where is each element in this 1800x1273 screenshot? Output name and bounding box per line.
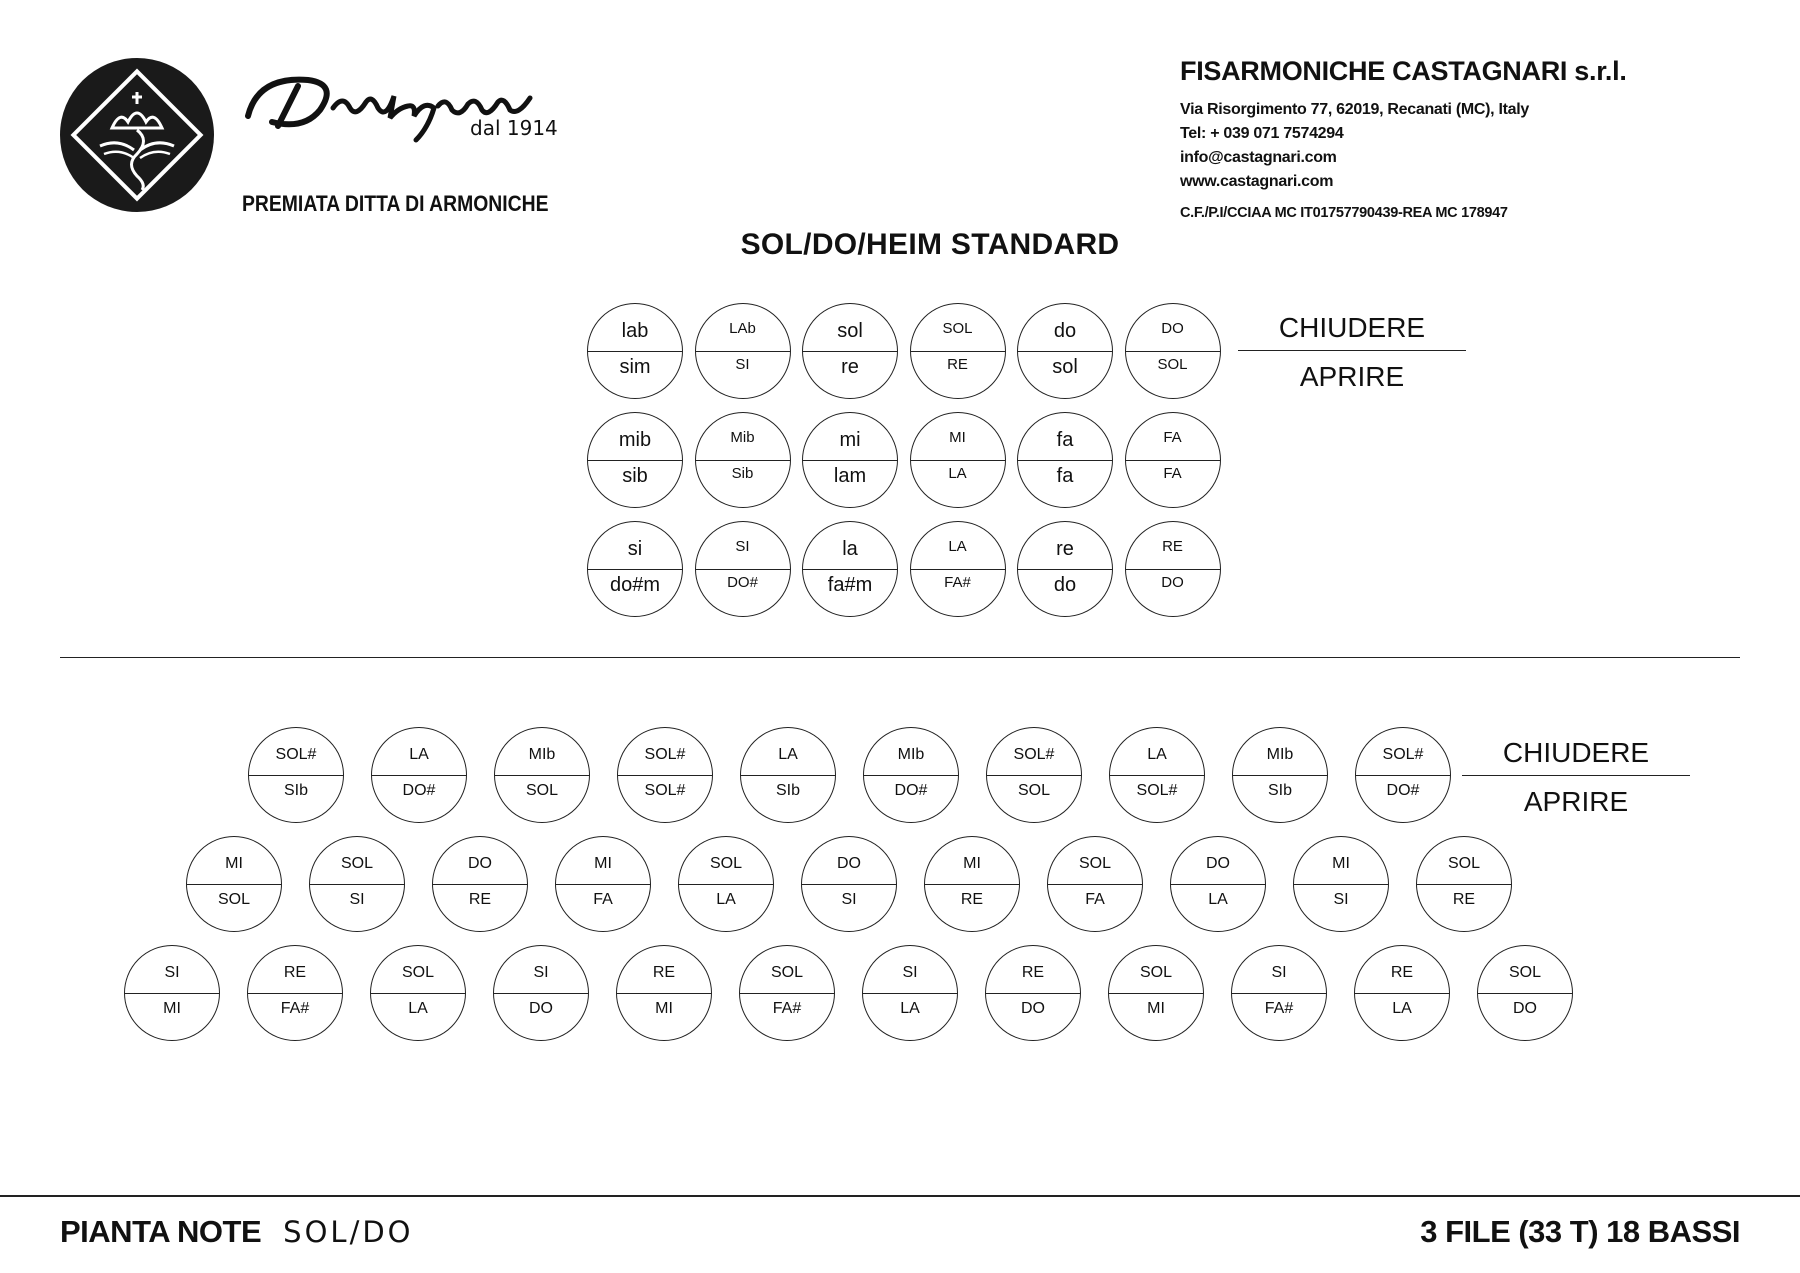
keyboard-button[interactable] xyxy=(862,945,958,1041)
button-open-note: do xyxy=(1053,574,1077,596)
button-open-note: FA xyxy=(1163,465,1182,482)
keyboard-button[interactable] xyxy=(802,303,898,399)
keyboard-button[interactable] xyxy=(910,521,1006,617)
keyboard-button[interactable] xyxy=(587,412,683,508)
keyboard-button[interactable] xyxy=(1109,727,1205,823)
keyboard-button[interactable] xyxy=(802,521,898,617)
keyboard-button[interactable] xyxy=(740,727,836,823)
keyboard-button[interactable] xyxy=(801,836,897,932)
keyboard-button[interactable] xyxy=(370,945,466,1041)
button-open-note: SOL xyxy=(1157,356,1188,373)
button-open-note: do#m xyxy=(609,574,661,596)
keyboard-button[interactable] xyxy=(1355,727,1451,823)
button-open-note: SOL# xyxy=(644,782,686,799)
lower-legend xyxy=(1462,737,1690,818)
button-close-note: DO xyxy=(1206,855,1230,872)
button-close-note: SI xyxy=(533,964,549,981)
company-block xyxy=(1180,56,1740,221)
keyboard-button[interactable] xyxy=(695,303,791,399)
button-open-note: SOL xyxy=(217,891,250,908)
keyboard-button[interactable] xyxy=(587,303,683,399)
button-open-note: DO xyxy=(1513,1000,1537,1017)
button-close-note: SOL xyxy=(1447,855,1480,872)
footer-label: PIANTA NOTE xyxy=(60,1214,262,1249)
button-open-note: FA# xyxy=(772,1000,802,1017)
keyboard-button[interactable] xyxy=(587,521,683,617)
button-close-note: mib xyxy=(618,429,652,451)
button-close-note: do xyxy=(1053,320,1077,342)
footer-tuning: SOL/DO xyxy=(283,1215,414,1249)
button-close-note: LA xyxy=(1147,746,1167,763)
button-open-note: DO xyxy=(1161,574,1184,591)
keyboard-button[interactable] xyxy=(1293,836,1389,932)
button-close-note: MIb xyxy=(1266,746,1294,763)
button-open-note: SI xyxy=(841,891,857,908)
button-close-note: Mib xyxy=(730,429,755,446)
button-close-note: SOL# xyxy=(275,746,317,763)
button-open-note: SI xyxy=(349,891,365,908)
brand-logo-emblem xyxy=(60,58,214,212)
keyboard-button[interactable] xyxy=(1017,303,1113,399)
keyboard-button[interactable] xyxy=(1232,727,1328,823)
button-close-note: SOL# xyxy=(644,746,686,763)
button-close-note: re xyxy=(1056,538,1074,560)
button-close-note: MIb xyxy=(528,746,556,763)
button-close-note: MI xyxy=(1332,855,1350,872)
brand-since: dal 1914 xyxy=(470,116,558,140)
keyboard-button[interactable] xyxy=(616,945,712,1041)
button-open-note: re xyxy=(841,356,859,378)
button-close-note: MI xyxy=(594,855,612,872)
button-open-note: RE xyxy=(1452,891,1476,908)
button-open-note: LA xyxy=(948,465,967,482)
button-open-note: LA xyxy=(1392,1000,1412,1017)
keyboard-button[interactable] xyxy=(1170,836,1266,932)
keyboard-button[interactable] xyxy=(1125,412,1221,508)
button-open-note: SI xyxy=(1333,891,1349,908)
button-open-note: DO xyxy=(1021,1000,1045,1017)
keyboard-button[interactable] xyxy=(802,412,898,508)
button-close-note: SI xyxy=(1271,964,1287,981)
button-open-note: LA xyxy=(1208,891,1228,908)
button-close-note: DO xyxy=(837,855,861,872)
keyboard-button[interactable] xyxy=(617,727,713,823)
button-close-note: LAb xyxy=(729,320,756,337)
button-open-note: SOL# xyxy=(1136,782,1178,799)
button-close-note: DO xyxy=(1161,320,1184,337)
company-phone: Tel: + 039 071 7574294 xyxy=(1180,125,1344,142)
company-registration: C.F./P.I/CCIAA MC IT01757790439-REA MC 178947 xyxy=(1180,205,1508,221)
keyboard-button[interactable] xyxy=(924,836,1020,932)
button-open-note: sol xyxy=(1052,356,1078,378)
company-email: info@castagnari.com xyxy=(1180,149,1337,166)
button-open-note: FA xyxy=(593,891,613,908)
keyboard-button[interactable] xyxy=(494,727,590,823)
button-close-note: SOL xyxy=(340,855,373,872)
keyboard-button[interactable] xyxy=(1047,836,1143,932)
button-close-note: MIb xyxy=(897,746,925,763)
button-close-note: RE xyxy=(1390,964,1414,981)
button-open-note: DO# xyxy=(727,574,758,591)
button-close-note: LA xyxy=(778,746,798,763)
keyboard-button[interactable] xyxy=(739,945,835,1041)
button-open-note: LA xyxy=(716,891,736,908)
button-close-note: si xyxy=(627,538,643,560)
keyboard-button[interactable] xyxy=(1108,945,1204,1041)
button-close-note: MI xyxy=(225,855,243,872)
button-open-note: fa#m xyxy=(827,574,873,596)
button-close-note: RE xyxy=(1021,964,1045,981)
button-close-note: fa xyxy=(1056,429,1074,451)
legend-close-label: CHIUDERE xyxy=(1238,312,1466,351)
button-close-note: mi xyxy=(839,429,861,451)
button-open-note: SIb xyxy=(283,782,308,799)
footer-spec: 3 FILE (33 T) 18 BASSI xyxy=(1420,1214,1740,1249)
page-title: SOL/DO/HEIM STANDARD xyxy=(740,228,1120,261)
button-open-note: SIb xyxy=(1267,782,1292,799)
keyboard-button[interactable] xyxy=(1416,836,1512,932)
button-close-note: MI xyxy=(949,429,966,446)
keyboard-button[interactable] xyxy=(863,727,959,823)
footer-left xyxy=(60,1214,414,1250)
keyboard-button[interactable] xyxy=(1017,412,1113,508)
brand-tagline: PREMIATA DITTA DI ARMONICHE xyxy=(242,191,549,216)
keyboard-button[interactable] xyxy=(493,945,589,1041)
button-close-note: SOL xyxy=(770,964,803,981)
keyboard-button[interactable] xyxy=(1125,303,1221,399)
button-open-note: MI xyxy=(163,1000,181,1017)
button-close-note: sol xyxy=(837,320,863,342)
button-open-note: RE xyxy=(468,891,492,908)
button-close-note: SOL xyxy=(1139,964,1172,981)
keyboard-button[interactable] xyxy=(1354,945,1450,1041)
button-open-note: RE xyxy=(947,356,968,373)
keyboard-button[interactable] xyxy=(1125,521,1221,617)
button-close-note: SI xyxy=(164,964,180,981)
button-close-note: SOL xyxy=(1078,855,1111,872)
button-close-note: SOL# xyxy=(1382,746,1424,763)
keyboard-button[interactable] xyxy=(678,836,774,932)
button-open-note: RE xyxy=(960,891,984,908)
button-close-note: SOL xyxy=(942,320,973,337)
legend-open-label: APRIRE xyxy=(1299,361,1405,392)
keyboard-button[interactable] xyxy=(124,945,220,1041)
button-close-note: SOL xyxy=(401,964,434,981)
keyboard-button[interactable] xyxy=(1017,521,1113,617)
button-open-note: MI xyxy=(1147,1000,1165,1017)
company-address: Via Risorgimento 77, 62019, Recanati (MC), Italy xyxy=(1180,101,1529,118)
keyboard-button[interactable] xyxy=(247,945,343,1041)
button-close-note: SOL xyxy=(1508,964,1541,981)
legend-close-label: CHIUDERE xyxy=(1462,737,1690,776)
company-website: www.castagnari.com xyxy=(1180,173,1334,190)
button-open-note: SIb xyxy=(775,782,800,799)
keyboard-button[interactable] xyxy=(910,412,1006,508)
keyboard-button[interactable] xyxy=(1231,945,1327,1041)
keyboard-button[interactable] xyxy=(1477,945,1573,1041)
keyboard-button[interactable] xyxy=(555,836,651,932)
button-open-note: sim xyxy=(619,356,651,378)
button-open-note: FA xyxy=(1085,891,1105,908)
button-close-note: MI xyxy=(963,855,981,872)
button-close-note: LA xyxy=(409,746,429,763)
button-open-note: DO# xyxy=(894,782,928,799)
button-close-note: RE xyxy=(283,964,307,981)
button-open-note: FA# xyxy=(280,1000,310,1017)
button-open-note: DO# xyxy=(1386,782,1420,799)
button-close-note: FA xyxy=(1163,429,1182,446)
button-open-note: SOL xyxy=(525,782,558,799)
button-open-note: fa xyxy=(1056,465,1074,487)
upper-legend xyxy=(1238,312,1466,393)
button-open-note: Sib xyxy=(731,465,754,482)
legend-open-label: APRIRE xyxy=(1523,786,1629,817)
keyboard-button[interactable] xyxy=(695,412,791,508)
button-close-note: la xyxy=(842,538,858,560)
button-open-note: sib xyxy=(622,465,648,487)
button-open-note: DO xyxy=(529,1000,553,1017)
company-name: FISARMONICHE CASTAGNARI s.r.l. xyxy=(1180,56,1627,86)
keyboard-button[interactable] xyxy=(985,945,1081,1041)
keyboard-button[interactable] xyxy=(309,836,405,932)
keyboard-button[interactable] xyxy=(910,303,1006,399)
button-close-note: SI xyxy=(735,538,750,555)
button-close-note: SOL# xyxy=(1013,746,1055,763)
keyboard-button[interactable] xyxy=(695,521,791,617)
button-close-note: LA xyxy=(948,538,967,555)
keyboard-button[interactable] xyxy=(986,727,1082,823)
button-open-note: SI xyxy=(735,356,750,373)
button-close-note: SI xyxy=(902,964,918,981)
button-close-note: DO xyxy=(468,855,492,872)
button-open-note: LA xyxy=(900,1000,920,1017)
keyboard-button[interactable] xyxy=(186,836,282,932)
button-close-note: RE xyxy=(1162,538,1183,555)
button-close-note: lab xyxy=(621,320,649,342)
button-close-note: SOL xyxy=(709,855,742,872)
button-close-note: RE xyxy=(652,964,676,981)
keyboard-button[interactable] xyxy=(371,727,467,823)
button-open-note: MI xyxy=(655,1000,673,1017)
keyboard-button[interactable] xyxy=(248,727,344,823)
button-open-note: LA xyxy=(408,1000,428,1017)
button-open-note: SOL xyxy=(1017,782,1050,799)
button-open-note: FA# xyxy=(944,574,971,591)
keyboard-button[interactable] xyxy=(432,836,528,932)
button-open-note: FA# xyxy=(1264,1000,1294,1017)
button-open-note: lam xyxy=(833,465,867,487)
section-divider xyxy=(60,657,1740,658)
button-open-note: DO# xyxy=(402,782,436,799)
footer-rule xyxy=(0,1195,1800,1197)
